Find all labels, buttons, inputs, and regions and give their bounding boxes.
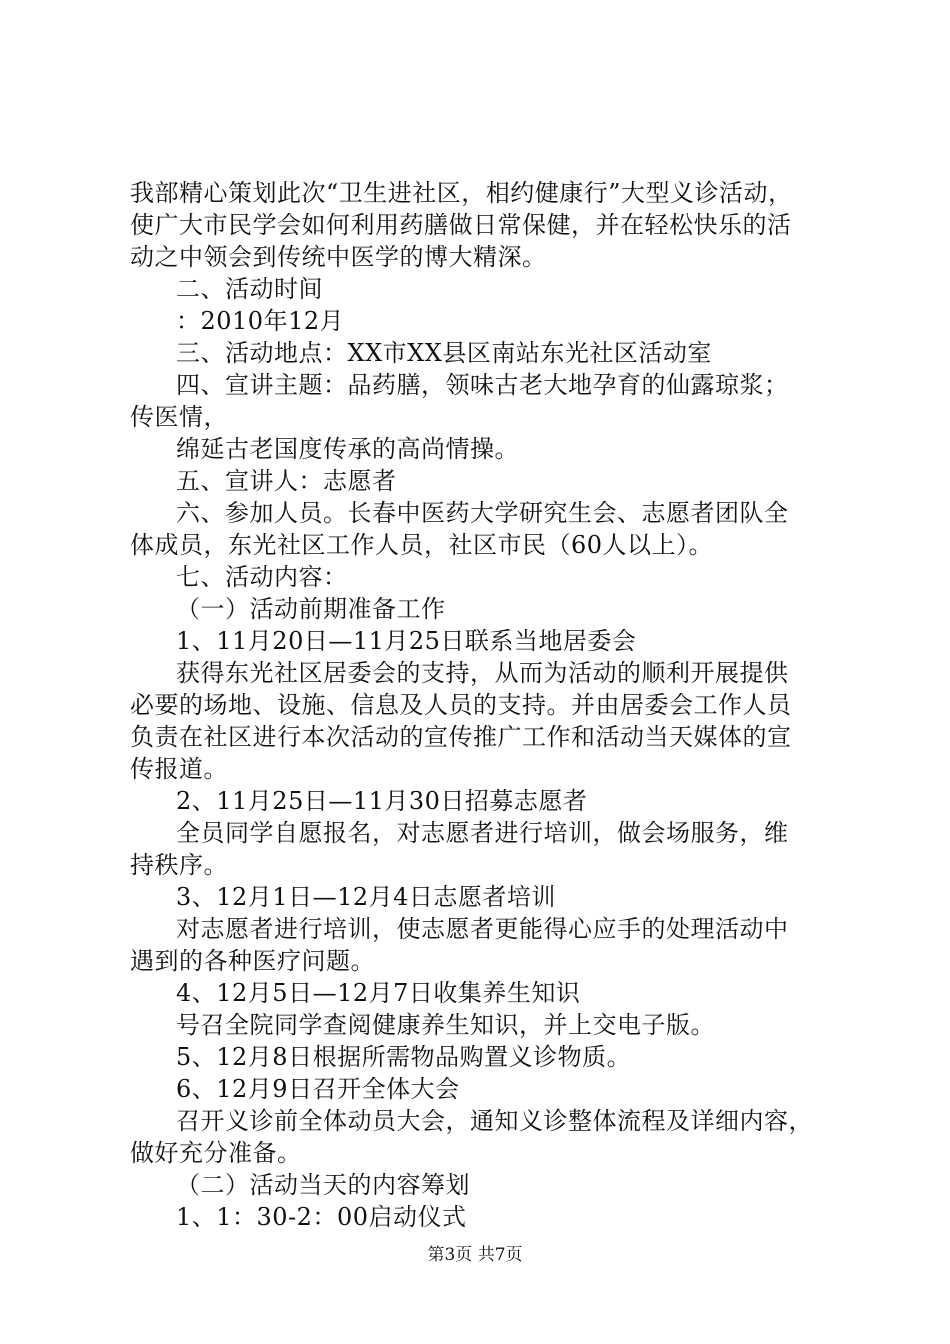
paragraph-line: 号召全院同学查阅健康养生知识，并上交电子版。 [176,1011,715,1039]
paragraph-line: 获得东光社区居委会的支持，从而为活动的顺利开展提供 [176,659,789,687]
subsection-heading-preparation: （一）活动前期准备工作 [176,595,446,623]
list-item: 5、12月8日根据所需物品购置义诊物质。 [176,1043,632,1071]
paragraph-line: 动之中领会到传统中医学的博大精深。 [130,243,547,271]
paragraph-line: 必要的场地、设施、信息及人员的支持。并由居委会工作人员 [130,691,792,719]
paragraph-line: 使广大市民学会如何利用药膳做日常保健，并在轻松快乐的活 [130,211,792,239]
section-heading-participants: 六、参加人员。长春中医药大学研究生会、志愿者团队全 [176,499,789,527]
paragraph-line: 召开义诊前全体动员大会，通知义诊整体流程及详细内容， [176,1107,813,1135]
section-heading-theme: 四、宣讲主题：品药膳，领味古老大地孕育的仙露琼浆； [176,371,789,399]
section-heading-time: 二、活动时间 [176,275,323,303]
section-heading-location: 三、活动地点：XX市XX县区南站东光社区活动室 [176,339,712,367]
list-item: 4、12月5日—12月7日收集养生知识 [176,979,581,1007]
section-heading-content: 七、活动内容： [176,563,348,591]
paragraph-line: 体成员，东光社区工作人员，社区市民（60人以上）。 [130,531,714,559]
list-item: 2、11月25日—11月30日招募志愿者 [176,787,588,815]
paragraph-line: 全员同学自愿报名，对志愿者进行培训，做会场服务，维 [176,819,789,847]
paragraph-line: 遇到的各种医疗问题。 [130,947,375,975]
paragraph-line: 做好充分准备。 [130,1139,302,1167]
paragraph-line: 对志愿者进行培训，使志愿者更能得心应手的处理活动中 [176,915,789,943]
list-item: 1、11月20日—11月25日联系当地居委会 [176,627,637,655]
paragraph-line: 传报道。 [130,755,228,783]
paragraph-line: 绵延古老国度传承的高尚情操。 [176,435,519,463]
section-heading-speaker: 五、宣讲人：志愿者 [176,467,397,495]
paragraph-line: 我部精心策划此次“卫生进社区，相约健康行”大型义诊活动， [130,179,793,207]
subsection-heading-event-day: （二）活动当天的内容筹划 [176,1171,470,1199]
paragraph-line: 传医情， [130,403,228,431]
list-item: 3、12月1日—12月4日志愿者培训 [176,883,556,911]
paragraph-line: 负责在社区进行本次活动的宣传推广工作和活动当天媒体的宣 [130,723,792,751]
list-item: 1、1：30-2：00启动仪式 [176,1203,467,1231]
page-number-footer: 第3页 共7页 [427,1245,523,1265]
paragraph-line: ：2010年12月 [176,307,345,335]
paragraph-line: 持秩序。 [130,851,228,879]
list-item: 6、12月9日召开全体大会 [176,1075,460,1103]
